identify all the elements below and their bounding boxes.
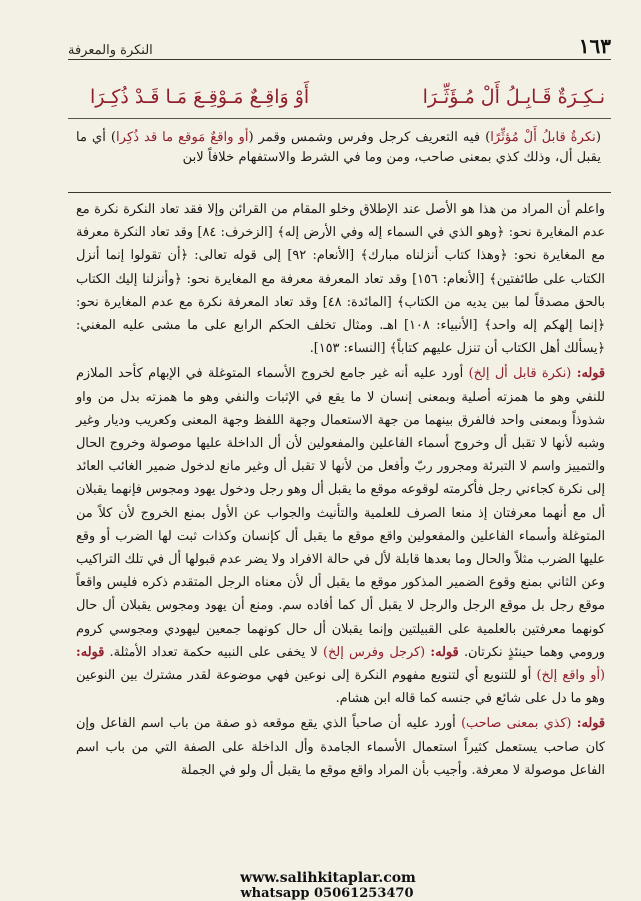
lemma-quote: (كذي بمعنى صاحب) bbox=[461, 716, 572, 732]
verse-rule bbox=[68, 118, 611, 119]
lemma-quote: (أو واقع إلخ) bbox=[536, 668, 605, 684]
gloss-block bbox=[76, 198, 605, 784]
matn-quote: نكرةٌ قابلُ أَلْ مُؤثِّرًا bbox=[490, 130, 596, 145]
qawluhu-label: قوله: bbox=[430, 644, 459, 660]
gloss-text: لا يخفى على النبيه حكمة تعداد الأمثلة. bbox=[109, 644, 318, 660]
lemma-quote: (كرجل وفرس إلخ) bbox=[323, 644, 426, 660]
running-title: النكرة والمعرفة bbox=[68, 43, 153, 58]
gloss-text: أو للتنويع أي لتنويع مفهوم النكرة إلى نوعين فهي موضوعة لقدر مشترك بين النوعين وهو ما دل على شائع في جنسه كما قاله ابن هشام. bbox=[76, 668, 605, 707]
header-rule bbox=[68, 59, 611, 60]
commentary-text: ) فيه التعريف كرجل وفرس وشمس وقمر ( bbox=[248, 130, 491, 145]
running-head bbox=[68, 30, 611, 58]
verse-hemistich-right: نـكِـرَةٌ قَـابِـلُ أَلْ مُـؤَثِّـرَا bbox=[422, 86, 605, 108]
website-watermark: www.salihkitaplar.com bbox=[240, 870, 416, 886]
gloss-paragraph bbox=[76, 362, 605, 710]
matn-quote: أو واقعٌ مَوقع ما قد bbox=[144, 130, 249, 145]
gloss-text: أورد عليه أنه غير جامع لخروج الأسماء المتوغلة في الإبهام كأحد الملازم للنفي وهو ما همزته أصلية وبمعنى إنسان لا ما يقع في الإثبات والنفي وهو ما همزته بدل من واو شذوذاً وبمعنى واحد فالفرق بينهما من جهة الاستعمال وجهة اللفظ وجهة المعنى وكعريب وديار وغير وشبه لأنها لا تقبل أل وخروج أسماء الفاعلين والمفعولين لأن أل الداخلة عليها موصولة وخروج الحال والتمييز واسم لا التبرئة ومجرور ربّ وأفعل من لأنها لا تقبل أل وغير مانع لدخول ضمير الغائب العائد إلى نكرة كجاءني رجل فأكرمته لوقوعه موقع ما يقبل أل وهو رجل ودخول يهود ومجوس فإنهما يقبلان أل مع أنهما معرفتان إذ منعا الصرف للعلمية والتأنيث والجواب عن الأول بمنع الخروج لأن كلاً من المتوغلة وأسماء الفاعلين والمفعولين واقع موقع ما يقبل أل كإنسان وكذات ثبت لها الضرب أو وقع عليها الضرب مثلاً والحال وما بعدها قابلة لأل في حالة الافراد ولا يضر عدم قبولها أل في تلك التراكيب وعن الثاني بمنع وقوع الضمير المذكور موقع ما يقبل أل لأن معناه الرجل المتقدم ذكره فليس واقعاً موقع رجل بل موقع الرجل والرجل لا يقبل أل كما أفاده سم. ومنع أن يهود ومجوس يقبلان أل حال كونهما معرفتين بالعلمية على القبيلتين وإنما يقبلان أل حال كونهما جمعين ليهودي ومجوسي كروم ورومي وهما حينئذٍ نكرتان. bbox=[76, 366, 605, 660]
verse-hemistich-left: أَوْ وَاقِـعٌ مَـوْقِـعَ مَـا قَـدْ ذُكِـرَا bbox=[90, 86, 310, 108]
commentary-text: ) أي ما يقبل أل، وذلك كذي بمعنى صاحب، ومن وما في الشرط والاستفهام خلافاً لابن bbox=[76, 130, 601, 165]
gloss-text: أورد عليه أن صاحباً الذي يقع موقعه ذو صفة من باب اسم الفاعل وإن كان صاحب يستعمل كثيراً استعمال الأسماء الجامدة وأل الداخلة على الصفة التي من باب اسم الفاعل موصولة لا معرفة. وأجيب بأن المراد واقع موقع ما يقبل أل ولو في الجملة bbox=[76, 716, 605, 778]
qawluhu-label: قوله: bbox=[576, 716, 605, 732]
section-rule bbox=[68, 192, 611, 193]
gloss-paragraph bbox=[76, 712, 605, 782]
page-number: ١٦٣ bbox=[578, 34, 611, 58]
qawluhu-label: قوله: bbox=[576, 366, 605, 382]
qawluhu-label: قوله: bbox=[76, 644, 105, 660]
paren: ( bbox=[595, 130, 601, 145]
gloss-paragraph bbox=[76, 198, 605, 360]
matn-quote: ذُكِرا bbox=[116, 130, 140, 145]
verse-line bbox=[90, 80, 605, 114]
whatsapp-watermark: whatsapp 05061253470 bbox=[240, 886, 414, 901]
gloss-text: واعلم أن المراد من هذا هو الأصل عند الإطلاق وخلو المقام من القرائن وإلا فقد تعاد النكرة نكرة مع عدم المغايرة نحو: ﴿وهو الذي في السماء إله وفي الأرض إله﴾ [الزخرف: ٨٤] وقد تعاد النكرة معرفة مع المغايرة نحو: ﴿وهذا كتاب أنزلناه مبارك﴾ [الأنعام: ٩٢] إلى قوله تعالى: ﴿أن تقولوا إنما أنزل الكتاب على طائفتين﴾ [الأنعام: ١٥٦] وقد تعاد المعرفة معرفة مع المغايرة نحو: ﴿وأنزلنا إليك الكتاب بالحق مصدقاً لما بين يديه من الكتاب﴾ [المائدة: ٤٨] وقد تعاد المعرفة نكرة مع عدم المغايرة نحو: ﴿إنما إلهكم إله واحد﴾ [الأنبياء: ١٠٨] اهـ. ومثال تخلف الحكم الرابع على ما مشى عليه المغني: ﴿يسألك أهل الكتاب أن تنزل عليهم كتاباً﴾ [النساء: ١٥٣]. bbox=[76, 202, 606, 357]
lemma-quote: (نكرة قابل أل إلخ) bbox=[468, 366, 572, 382]
commentary-block bbox=[76, 128, 601, 167]
